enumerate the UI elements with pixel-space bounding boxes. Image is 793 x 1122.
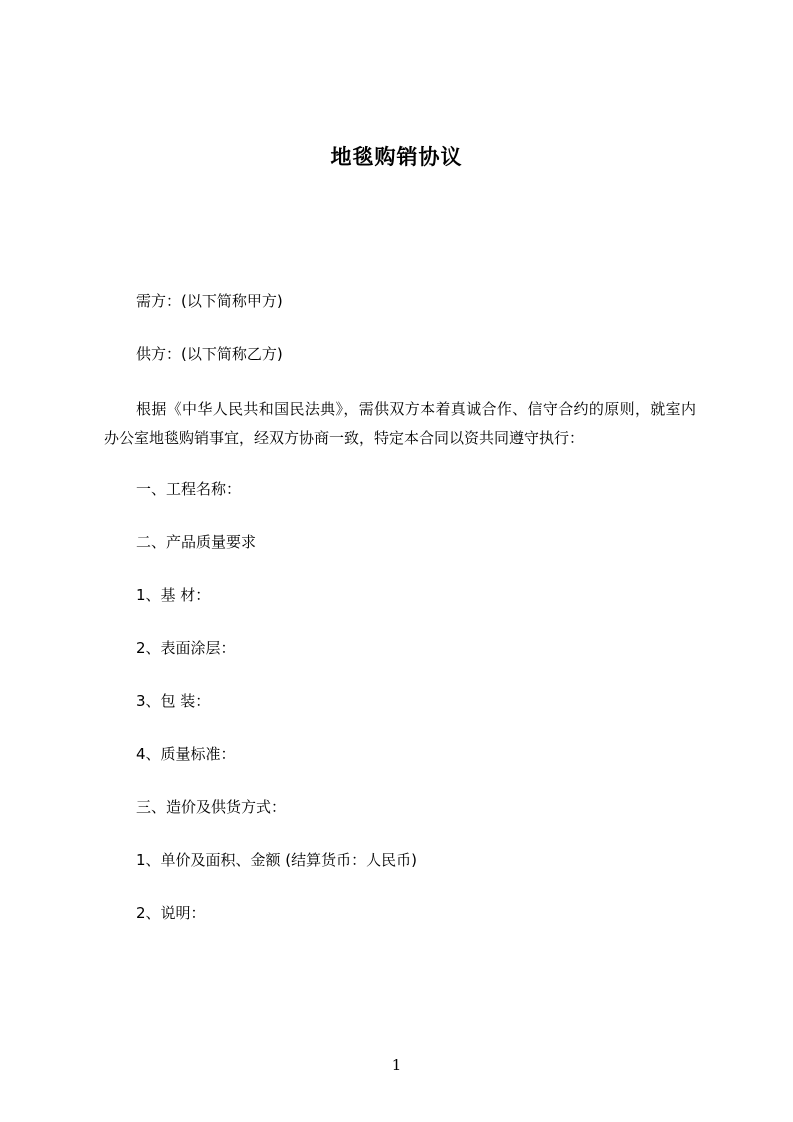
item-base-material: 1、基 材： [136, 586, 211, 604]
document-title: 地毯购销协议 [330, 145, 463, 169]
supplier-line: 供方：(以下简称乙方) [136, 345, 283, 363]
item-quality-standard: 4、质量标准： [136, 745, 236, 763]
preamble-paragraph: 根据《中华人民共和国民法典》，需供双方本着真诚合作、信守合约的原则，就室内办公室地毯购销事宜，经双方协商一致，特定本合同以资共同遵守执行： [104, 400, 696, 447]
page-number: 1 [391, 1056, 402, 1074]
item-surface-coating: 2、表面涂层： [136, 639, 236, 657]
item-unit-price-area-amount: 1、单价及面积、金额 (结算货币：人民币) [136, 851, 418, 869]
section-quality-requirements: 二、产品质量要求 [136, 533, 257, 551]
section-project-name: 一、工程名称： [136, 480, 242, 498]
buyer-line: 需方：(以下简称甲方) [136, 292, 283, 310]
item-notes: 2、说明： [136, 904, 206, 922]
item-packaging: 3、包 装： [136, 692, 211, 710]
section-price-and-supply: 三、造价及供货方式： [136, 798, 287, 816]
